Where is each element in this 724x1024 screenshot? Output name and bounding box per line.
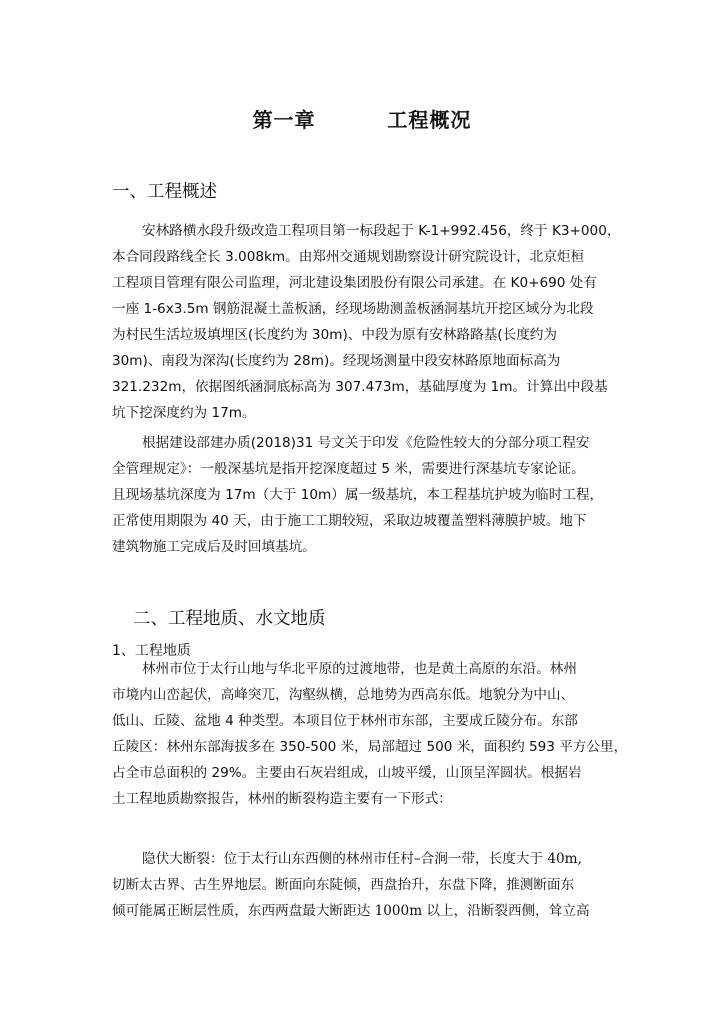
text-line: 本合同段路线全长 3.008km。由郑州交通规划勘察设计研究院设计，北京炬桓 [112,249,585,265]
text-line: 丘陵区：林州东部海拔多在 350-500 米，局部超过 500 米，面积约 593 平方公里， [112,739,628,755]
section-heading-overview: 一、工程概述 [112,182,217,202]
text-line: 全管理规定》：一般深基坑是指开挖深度超过 5 米，需要进行深基坑专家论证。 [112,461,585,477]
text-line: 321.232m，依据图纸涵洞底标高为 307.473m，基础厚度为 1m。计算出中段基 [112,379,608,395]
text-line: 土工程地质勘察报告，林州的断裂构造主要有一下形式： [112,791,452,807]
text-line: 林州市位于太行山地与华北平原的过渡地带，也是黄土高原的东沿。林州 [142,661,577,677]
paragraph-geology-1 [112,656,628,812]
text-line: 建筑物施工完成后及时回填基坑。 [112,539,316,555]
text-line: 低山、丘陵、盆地 4 种类型。本项目位于林州市东部，主要成丘陵分布。东部 [112,713,578,729]
text-line: 根据建设部建办质(2018)31 号文关于印发《危险性较大的分部分项工程安 [142,435,590,451]
text-line: 一座 1-6x3.5m 钢筋混凝土盖板涵，经现场勘测盖板涵洞基坑开挖区域分为北段 [112,301,594,317]
text-line: 占全市总面积的 29%。主要由石灰岩组成，山坡平缓，山顶呈浑圆状。根据岩 [112,765,582,781]
text-line: 工程项目管理有限公司监理，河北建设集团股份有限公司承建。在 K0+690 处有 [112,275,597,291]
paragraph-overview-1 [112,218,621,426]
text-line: 倾可能属正断层性质，东西两盘最大断距达 1000m 以上，沿断裂西侧，耸立高 [112,903,590,919]
section-heading-geology: 二、工程地质、水文地质 [133,609,326,629]
sub-heading-engineering-geology: 1、工程地质 [112,643,191,659]
text-line: 坑下挖深度约为 17m。 [112,405,256,421]
text-line: 30m)、南段为深沟(长度约为 28m)。经现场测量中段安林路原地面标高为 [112,353,561,369]
text-line: 市境内山峦起伏，高峰突兀，沟壑纵横，总地势为西高东低。地貌分为中山、 [112,687,575,703]
text-line: 且现场基坑深度为 17m（大于 10m）属一级基坑，本工程基坑护坡为临时工程， [112,487,604,503]
chapter-title: 第一章 工程概况 [252,108,472,132]
paragraph-geology-2 [112,846,610,924]
text-line: 为村民生活垃圾填埋区(长度约为 30m)、中段为原有安林路路基(长度约为 [112,327,557,343]
text-line: 切断太古界、古生界地层。断面向东陡倾，西盘抬升，东盘下降，推测断面东 [112,877,575,893]
text-line: 隐伏大断裂：位于太行山东西侧的林州市任村–合涧一带，长度大于 40m, [142,851,582,867]
text-line: 安林路横水段升级改造工程项目第一标段起于 K-1+992.456，终于 K3+000， [142,223,621,239]
text-line: 正常使用期限为 40 天，由于施工工期较短，采取边坡覆盖塑料薄膜护坡。地下 [112,513,587,529]
paragraph-overview-2 [112,430,610,560]
